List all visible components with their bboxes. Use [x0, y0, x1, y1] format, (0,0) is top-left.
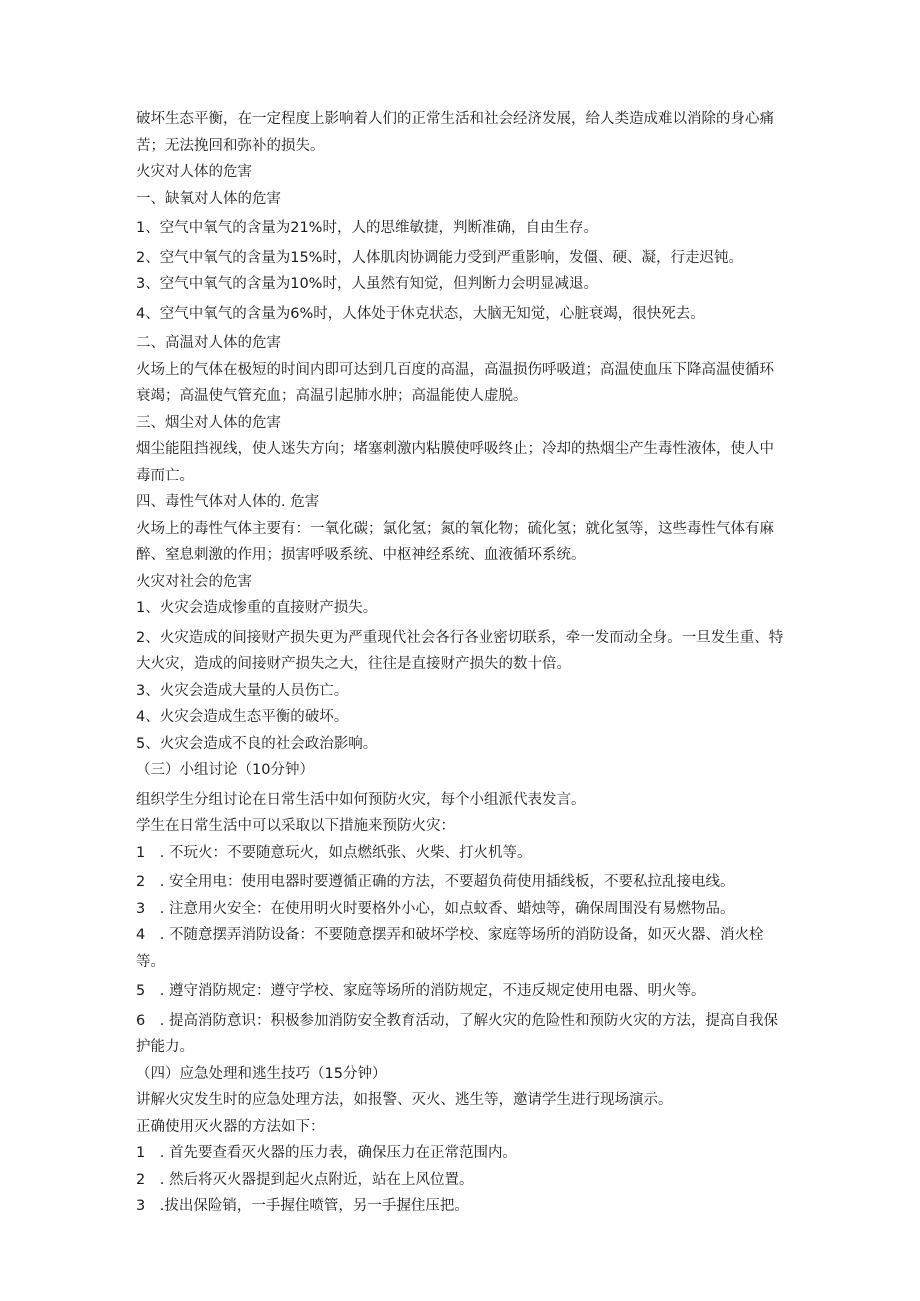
paragraph: 火场上的气体在极短的时间内即可达到几百度的高温，高温损伤呼吸道；高温使血压下降高温使循环衰竭；高温使气管充血；高温引起肺水肿；高温能使人虚脱。 [136, 361, 774, 404]
list-item: 1 . 首先要查看灭火器的压力表，确保压力在正常范围内。 [136, 1145, 517, 1161]
list-item: 3、空气中氧气的含量为10%时，人虽然有知觉，但判断力会明显减退。 [136, 276, 598, 292]
list-item: 3、火灾会造成大量的人员伤亡。 [136, 682, 349, 699]
list-item: 5、火灾会造成不良的社会政治影响。 [136, 735, 378, 752]
section-heading: 二、高温对人体的危害 [136, 335, 281, 351]
paragraph: 正确使用灭火器的方法如下： [136, 1118, 325, 1135]
paragraph: 烟尘能阻挡视线，使人迷失方向；堵塞刺激内粘膜使呼吸终止；冷却的热烟尘产生毒性液体，使人中毒而亡。 [136, 441, 774, 484]
section-heading: （三）小组讨论（10分钟） [136, 762, 314, 778]
list-item: 2 . 然后将灭火器提到起火点附近，站在上风位置。 [136, 1171, 474, 1188]
paragraph: 讲解火灾发生时的应急处理方法，如报警、灭火、逃生等，邀请学生进行现场演示。 [136, 1092, 673, 1108]
list-item: 3 . 注意用火安全：在使用明火时要格外小心，如点蚊香、蜡烛等，确保周围没有易燃物品。 [136, 900, 735, 917]
paragraph: 组织学生分组讨论在日常生活中如何预防火灾，每个小组派代表发言。 [136, 791, 586, 808]
section-heading: （四）应急处理和逃生技巧（15分钟） [136, 1065, 387, 1082]
paragraph: 学生在日常生活中可以采取以下措施来预防火灾： [136, 818, 455, 834]
paragraph: 火场上的毒性气体主要有：一氧化碳；氯化氢；氮的氧化物；硫化氢；就化氢等，这些毒性气体有麻醉、窒息刺激的作用；损害呼吸系统、中枢神经系统、血液循环系统。 [136, 520, 774, 563]
list-item: 5 . 遵守消防规定：遵守学校、家庭等场所的消防规定，不违反规定使用电器、明火等。 [136, 983, 706, 999]
list-item: 2、空气中氧气的含量为15%时，人体肌肉协调能力受到严重影响，发僵、硬、凝，行走迟钝。 [136, 249, 743, 266]
section-heading: 火灾对人体的危害 [136, 164, 252, 180]
section-heading: 一、缺氧对人体的危害 [136, 190, 281, 207]
section-heading: 火灾对社会的危害 [136, 573, 252, 590]
list-item: 4、空气中氧气的含量为6%时，人体处于休克状态，大脑无知觉，心脏衰竭，很快死去。 [136, 305, 705, 322]
list-item: 6 . 提高消防意识：积极参加消防安全教育活动，了解火灾的危险性和预防火灾的方法，提高自我保护能力。 [136, 1012, 778, 1055]
list-item: 2、火灾造成的间接财产损失更为严重现代社会各行各业密切联系，牵一发而动全身。一旦发生重、特大火灾，造成的间接财产损失之大，往往是直接财产损失的数十倍。 [136, 629, 784, 672]
section-heading: 四、毒性气体对人体的. 危害 [136, 494, 320, 510]
list-item: 2 . 安全用电：使用电器时要遵循正确的方法，不要超负荷使用插线板，不要私拉乱接电线。 [136, 874, 735, 890]
list-item: 3 .拔出保险销，一手握住喷管，另一手握住压把。 [136, 1198, 469, 1214]
list-item: 1、火灾会造成惨重的直接财产损失。 [136, 600, 378, 616]
section-heading: 三、烟尘对人体的危害 [136, 414, 281, 431]
paragraph: 破坏生态平衡，在一定程度上影响着人们的正常生活和社会经济发展，给人类造成难以消除的身心痛苦；无法挽回和弥补的损失。 [136, 111, 774, 154]
list-item: 1、空气中氧气的含量为21%时，人的思维敏捷，判断准确，自由生存。 [136, 220, 598, 236]
document-body [136, 106, 786, 1220]
list-item: 4、火灾会造成生态平衡的破坏。 [136, 709, 349, 725]
list-item: 4 . 不随意摆弄消防设备：不要随意摆弄和破坏学校、家庭等场所的消防设备，如灭火器、消火栓等。 [136, 927, 764, 970]
list-item: 1 . 不玩火：不要随意玩火，如点燃纸张、火柴、打火机等。 [136, 844, 532, 861]
